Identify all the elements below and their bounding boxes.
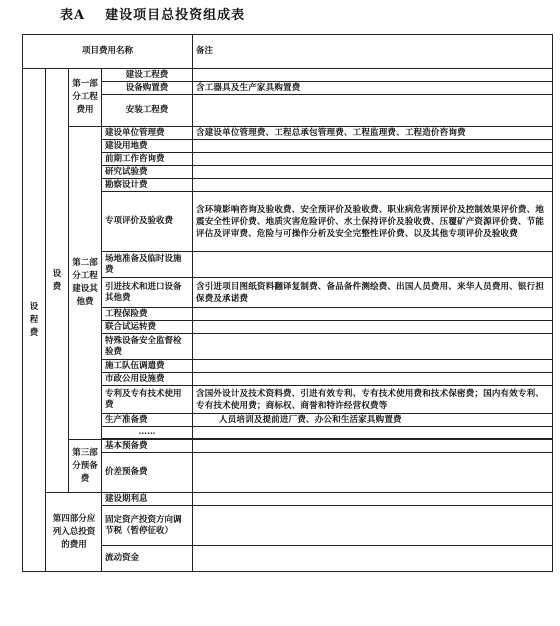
item-name: 建设工程费: [102, 69, 193, 82]
group-part2: 第二部分工程建设其他费: [69, 127, 102, 440]
table-row: [23, 334, 553, 360]
item-name: ……: [102, 427, 193, 439]
investment-table: [22, 34, 553, 572]
table-row: [23, 192, 553, 252]
item-note: [193, 453, 553, 493]
table-row: [23, 360, 553, 373]
header-name: 项目费用名称: [23, 35, 193, 69]
item-note: 人员培训及提前进厂费、办公和生活家具购置费: [193, 414, 553, 427]
item-note: [193, 546, 553, 572]
item-name: 工程保险费: [102, 308, 193, 321]
item-note: [193, 252, 553, 278]
item-name: 建设期利息: [102, 493, 193, 506]
item-name: 专项评价及验收费: [102, 192, 193, 252]
table-row: [23, 493, 553, 506]
item-name: 安装工程费: [102, 95, 193, 127]
table-row: [23, 95, 553, 127]
table-row: [23, 453, 553, 493]
group-part1: 第一部分工程费用: [69, 69, 102, 127]
item-name: 勘察设计费: [102, 179, 193, 192]
item-name: 价差预备费: [102, 453, 193, 493]
item-name: 特殊设备安全监督检验费: [102, 334, 193, 360]
item-note: 含国外设计及技术资料费、引进有效专利、专有技术使用费和技术保密费；国内有效专利、专有技术使用费；商标权、商誉和特许经营权费等: [193, 386, 553, 414]
item-note: [193, 153, 553, 166]
table-row: [23, 386, 553, 414]
item-name: 引进技术和进口设备其他费: [102, 278, 193, 308]
item-note: [193, 334, 553, 360]
item-note: 含环境影响咨询及验收费、安全预评价及验收费、职业病危害预评价及控制效果评价费、地震安全性评价费、地质灾害危险评价、水土保持评价及验收费、压覆矿产资源评价费、节能评估及评审费、危险与可操作分析及安全完整性评价费、以及其他专项评价及验收费: [193, 192, 553, 252]
item-name: 施工队伍调遣费: [102, 360, 193, 373]
table-row: [23, 179, 553, 192]
group-part3: 第三部分预备费: [69, 440, 102, 493]
table-title-text: 建设项目总投资组成表: [105, 8, 246, 23]
item-name: 固定资产投资方向调节税（暂停征收）: [102, 506, 193, 546]
item-note: [193, 360, 553, 373]
item-note: [193, 373, 553, 386]
table-row: [23, 546, 553, 572]
table-row: [23, 373, 553, 386]
item-name: 设备购置费: [102, 82, 193, 95]
table-row: [23, 153, 553, 166]
table-row: [23, 414, 553, 427]
table-row: [23, 308, 553, 321]
item-name: 联合试运转费: [102, 321, 193, 334]
table-row: [23, 427, 553, 439]
item-name: 市政公用设施费: [102, 373, 193, 386]
table-row: [23, 140, 553, 153]
item-note: [193, 493, 553, 506]
item-note: [193, 69, 553, 82]
item-name: 建设单位管理费: [102, 127, 193, 140]
item-note: 含引进项目图纸资料翻译复制费、备品备件测绘费、出国人员费用、来华人员费用、银行担保费及承诺费: [193, 278, 553, 308]
item-name: 建设用地费: [102, 140, 193, 153]
table-row: [23, 82, 553, 95]
item-name: 流动资金: [102, 546, 193, 572]
table-row: [23, 506, 553, 546]
item-note: [193, 427, 553, 439]
item-name: 专利及专有技术使用费: [102, 386, 193, 414]
item-note: [193, 321, 553, 334]
group-part4: 第四部分应列入总投资的费用: [46, 493, 102, 572]
item-note: [193, 440, 553, 453]
table-row: [23, 127, 553, 140]
header-row: [23, 35, 553, 69]
item-note: 含建设单位管理费、工程总承包管理费、工程监理费、工程造价咨询费: [193, 127, 553, 140]
table-row: [23, 252, 553, 278]
table-row: [23, 321, 553, 334]
table-id: 表A: [60, 8, 86, 23]
item-name: 研究试验费: [102, 166, 193, 179]
table-row: [23, 69, 553, 82]
item-note: [193, 140, 553, 153]
item-note: [193, 308, 553, 321]
item-name: 场地准备及临时设施费: [102, 252, 193, 278]
item-note: [193, 166, 553, 179]
group-l2: 设费: [46, 69, 69, 493]
group-l1: 设程费: [23, 69, 46, 572]
table-title: [60, 4, 245, 28]
item-note: [193, 179, 553, 192]
header-note: 备注: [193, 35, 553, 69]
item-name: 基本预备费: [102, 440, 193, 453]
table-row: [23, 166, 553, 179]
item-note: [193, 95, 553, 127]
table-row: [23, 278, 553, 308]
item-note: [193, 506, 553, 546]
item-note: 含工器具及生产家具购置费: [193, 82, 553, 95]
item-name: 前期工作咨询费: [102, 153, 193, 166]
table-row: [23, 440, 553, 453]
item-name: 生产准备费: [102, 414, 193, 427]
